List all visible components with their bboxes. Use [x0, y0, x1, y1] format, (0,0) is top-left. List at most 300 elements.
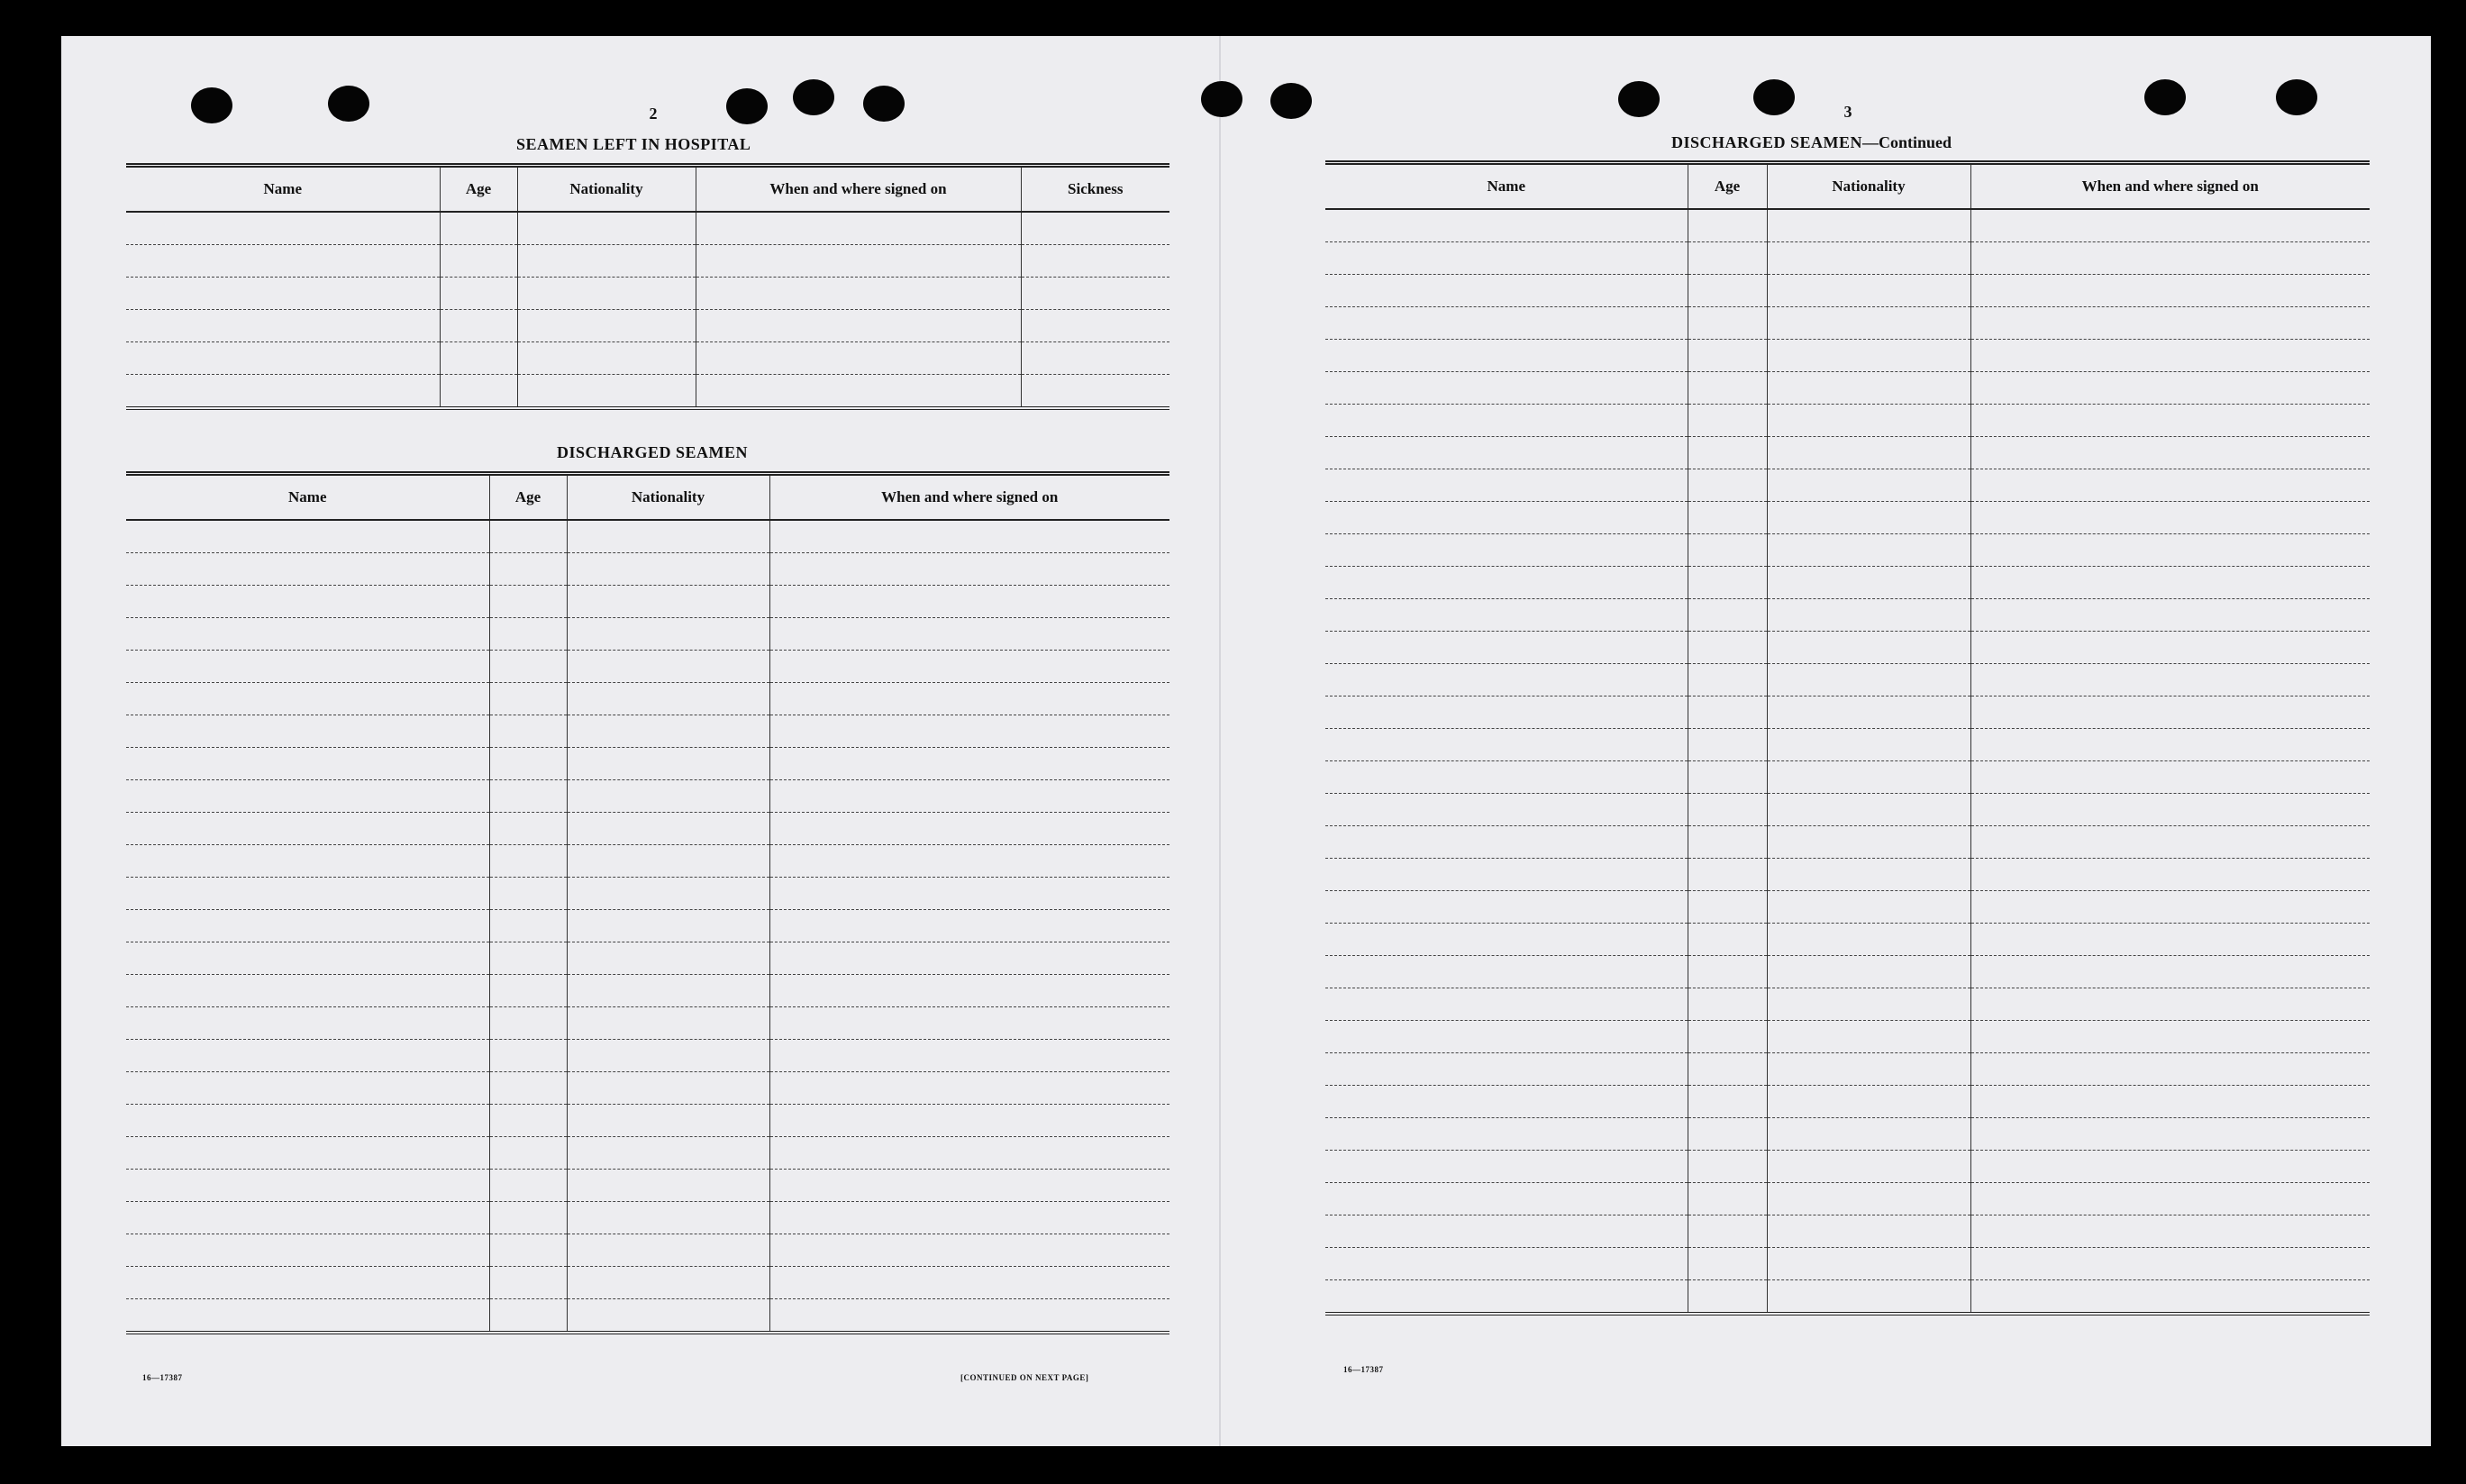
table-cell[interactable]	[440, 342, 517, 375]
discharged-continued-table	[1325, 160, 2370, 1316]
table-cell[interactable]	[769, 813, 1169, 845]
table-cell[interactable]	[1970, 340, 2370, 372]
table-cell[interactable]	[489, 780, 567, 813]
table-cell[interactable]	[126, 910, 489, 942]
table-cell[interactable]	[1767, 372, 1970, 405]
table-cell[interactable]	[1688, 859, 1767, 891]
table-cell[interactable]	[1325, 469, 1688, 502]
table-cell[interactable]	[440, 212, 517, 245]
table-cell[interactable]	[1970, 924, 2370, 956]
table-cell[interactable]	[1970, 1021, 2370, 1053]
table-cell[interactable]	[489, 1267, 567, 1299]
table-cell[interactable]	[489, 975, 567, 1007]
table-cell[interactable]	[1970, 956, 2370, 988]
table-cell[interactable]	[1325, 1248, 1688, 1280]
table-cell[interactable]	[1970, 209, 2370, 242]
table-cell[interactable]	[517, 342, 696, 375]
table-cell[interactable]	[567, 1007, 769, 1040]
table-cell[interactable]	[1688, 794, 1767, 826]
table-cell[interactable]	[1325, 761, 1688, 794]
table-cell[interactable]	[1767, 1118, 1970, 1151]
table-cell[interactable]	[1767, 242, 1970, 275]
table-row	[126, 278, 1169, 310]
table-cell[interactable]	[1325, 1021, 1688, 1053]
table-cell[interactable]	[1970, 242, 2370, 275]
punch-hole	[191, 87, 232, 123]
table-cell[interactable]	[769, 1202, 1169, 1234]
table-cell[interactable]	[769, 942, 1169, 975]
table-cell[interactable]	[517, 310, 696, 342]
table-cell[interactable]	[126, 245, 440, 278]
table-cell[interactable]	[567, 813, 769, 845]
table-cell[interactable]	[1688, 664, 1767, 696]
table-cell[interactable]	[1767, 340, 1970, 372]
table-cell[interactable]	[489, 748, 567, 780]
table-cell[interactable]	[1688, 956, 1767, 988]
table-cell[interactable]	[1325, 567, 1688, 599]
table-cell[interactable]	[567, 1040, 769, 1072]
table-cell[interactable]	[1325, 1280, 1688, 1315]
form-number-left: 16—17387	[142, 1373, 183, 1382]
table-cell[interactable]	[1021, 212, 1169, 245]
table-cell[interactable]	[769, 586, 1169, 618]
table-cell[interactable]	[1970, 567, 2370, 599]
table-cell[interactable]	[1325, 405, 1688, 437]
table-cell[interactable]	[1325, 599, 1688, 632]
table-cell[interactable]	[1325, 924, 1688, 956]
table-cell[interactable]	[769, 683, 1169, 715]
table-cell[interactable]	[126, 1267, 489, 1299]
table-cell[interactable]	[1767, 891, 1970, 924]
table-cell[interactable]	[489, 1202, 567, 1234]
table-cell[interactable]	[567, 748, 769, 780]
table-cell[interactable]	[1688, 761, 1767, 794]
table-cell[interactable]	[1325, 696, 1688, 729]
table-cell[interactable]	[1970, 1280, 2370, 1315]
table-cell[interactable]	[1970, 502, 2370, 534]
table-cell[interactable]	[1767, 1248, 1970, 1280]
table-cell[interactable]	[1688, 632, 1767, 664]
table-cell[interactable]	[1325, 534, 1688, 567]
table-cell[interactable]	[1970, 1248, 2370, 1280]
table-cell[interactable]	[489, 520, 567, 553]
table-cell[interactable]	[1688, 209, 1767, 242]
table-cell[interactable]	[769, 780, 1169, 813]
table-cell[interactable]	[126, 278, 440, 310]
table-cell[interactable]	[517, 245, 696, 278]
table-cell[interactable]	[1688, 1053, 1767, 1086]
table-cell[interactable]	[696, 310, 1021, 342]
table-cell[interactable]	[567, 1170, 769, 1202]
table-cell[interactable]	[1688, 729, 1767, 761]
table-cell[interactable]	[1688, 242, 1767, 275]
table-cell[interactable]	[1970, 307, 2370, 340]
table-row	[1325, 664, 2370, 696]
table-cell[interactable]	[517, 278, 696, 310]
table-cell[interactable]	[1767, 924, 1970, 956]
table-cell[interactable]	[567, 715, 769, 748]
table-cell[interactable]	[1688, 599, 1767, 632]
table-cell[interactable]	[126, 813, 489, 845]
table-cell[interactable]	[1325, 1151, 1688, 1183]
table-cell[interactable]	[1767, 1280, 1970, 1315]
table-cell[interactable]	[567, 1072, 769, 1105]
table-cell[interactable]	[1688, 1280, 1767, 1315]
table-cell[interactable]	[1767, 729, 1970, 761]
table-cell[interactable]	[126, 942, 489, 975]
table-cell[interactable]	[567, 878, 769, 910]
table-row	[126, 1234, 1169, 1267]
table-cell[interactable]	[489, 618, 567, 651]
table-cell[interactable]	[769, 878, 1169, 910]
table-cell[interactable]	[769, 618, 1169, 651]
table-cell[interactable]	[126, 310, 440, 342]
table-cell[interactable]	[489, 878, 567, 910]
table-cell[interactable]	[126, 683, 489, 715]
table-cell[interactable]	[126, 1234, 489, 1267]
table-row	[1325, 372, 2370, 405]
table-cell[interactable]	[1970, 859, 2370, 891]
table-cell[interactable]	[1970, 696, 2370, 729]
table-cell[interactable]	[769, 845, 1169, 878]
table-cell[interactable]	[567, 1234, 769, 1267]
table-cell[interactable]	[567, 910, 769, 942]
table-row	[126, 310, 1169, 342]
table-cell[interactable]	[126, 618, 489, 651]
table-cell[interactable]	[126, 715, 489, 748]
table-cell[interactable]	[567, 553, 769, 586]
table-row	[126, 813, 1169, 845]
table-cell[interactable]	[1970, 599, 2370, 632]
table-cell[interactable]	[126, 1202, 489, 1234]
table-cell[interactable]	[1970, 632, 2370, 664]
table-cell[interactable]	[1767, 1086, 1970, 1118]
table-cell[interactable]	[126, 586, 489, 618]
table-row	[1325, 729, 2370, 761]
table-cell[interactable]	[1325, 307, 1688, 340]
table-cell[interactable]	[489, 1234, 567, 1267]
table-row	[126, 845, 1169, 878]
table-cell[interactable]	[1970, 1215, 2370, 1248]
table-cell[interactable]	[126, 1170, 489, 1202]
table-cell[interactable]	[440, 245, 517, 278]
table-cell[interactable]	[126, 342, 440, 375]
table-row	[1325, 794, 2370, 826]
table-cell[interactable]	[1767, 599, 1970, 632]
table-cell[interactable]	[1970, 1086, 2370, 1118]
table-row	[126, 586, 1169, 618]
table-cell[interactable]	[769, 748, 1169, 780]
table-cell[interactable]	[1970, 761, 2370, 794]
table-cell[interactable]	[1970, 1183, 2370, 1215]
table-cell[interactable]	[769, 1234, 1169, 1267]
table-cell[interactable]	[1688, 1248, 1767, 1280]
table-cell[interactable]	[517, 375, 696, 409]
table-cell[interactable]	[567, 975, 769, 1007]
table-cell[interactable]	[1767, 696, 1970, 729]
table-row	[126, 618, 1169, 651]
table-cell[interactable]	[126, 520, 489, 553]
table-cell[interactable]	[1767, 761, 1970, 794]
table-cell[interactable]	[1970, 826, 2370, 859]
table-cell[interactable]	[1325, 372, 1688, 405]
table-cell[interactable]	[1688, 1118, 1767, 1151]
table-cell[interactable]	[489, 942, 567, 975]
table-cell[interactable]	[769, 1267, 1169, 1299]
table-cell[interactable]	[696, 278, 1021, 310]
table-cell[interactable]	[1325, 1118, 1688, 1151]
table-cell[interactable]	[567, 1202, 769, 1234]
table-cell[interactable]	[567, 520, 769, 553]
table-cell[interactable]	[769, 1299, 1169, 1334]
table-cell[interactable]	[567, 942, 769, 975]
table-row	[126, 1137, 1169, 1170]
table-cell[interactable]	[126, 1040, 489, 1072]
table-cell[interactable]	[1767, 502, 1970, 534]
table-cell[interactable]	[1325, 340, 1688, 372]
table-cell[interactable]	[1021, 310, 1169, 342]
table-cell[interactable]	[1688, 1151, 1767, 1183]
table-cell[interactable]	[126, 780, 489, 813]
table-cell[interactable]	[769, 975, 1169, 1007]
continued-note: [CONTINUED ON NEXT PAGE]	[960, 1373, 1089, 1382]
table-cell[interactable]	[769, 1137, 1169, 1170]
table-cell[interactable]	[1021, 278, 1169, 310]
table-cell[interactable]	[1767, 405, 1970, 437]
table-cell[interactable]	[567, 618, 769, 651]
punch-hole	[1753, 79, 1795, 115]
table-cell[interactable]	[489, 683, 567, 715]
table-cell[interactable]	[1970, 891, 2370, 924]
table-cell[interactable]	[126, 975, 489, 1007]
table-cell[interactable]	[567, 1267, 769, 1299]
table-cell[interactable]	[1325, 794, 1688, 826]
table-cell[interactable]	[1325, 632, 1688, 664]
table-cell[interactable]	[1970, 534, 2370, 567]
table-cell[interactable]	[489, 1299, 567, 1334]
table-cell[interactable]	[1688, 1021, 1767, 1053]
table-cell[interactable]	[1688, 924, 1767, 956]
column-header-age: Age	[489, 474, 567, 521]
table-cell[interactable]	[1325, 956, 1688, 988]
table-cell[interactable]	[1767, 956, 1970, 988]
table-row	[1325, 1053, 2370, 1086]
table-cell[interactable]	[1688, 534, 1767, 567]
table-row	[126, 910, 1169, 942]
table-cell[interactable]	[769, 715, 1169, 748]
table-cell[interactable]	[489, 553, 567, 586]
table-cell[interactable]	[1688, 502, 1767, 534]
table-cell[interactable]	[1688, 469, 1767, 502]
table-cell[interactable]	[1767, 1215, 1970, 1248]
table-cell[interactable]	[489, 910, 567, 942]
table-cell[interactable]	[1325, 502, 1688, 534]
table-cell[interactable]	[567, 1299, 769, 1334]
table-cell[interactable]	[1325, 729, 1688, 761]
table-cell[interactable]	[1767, 275, 1970, 307]
table-cell[interactable]	[440, 310, 517, 342]
table-cell[interactable]	[489, 1072, 567, 1105]
table-cell[interactable]	[1970, 664, 2370, 696]
table-cell[interactable]	[1688, 307, 1767, 340]
column-header-when-and-where-signed-on: When and where signed on	[696, 166, 1021, 213]
table-cell[interactable]	[769, 1040, 1169, 1072]
table-cell[interactable]	[126, 553, 489, 586]
table-cell[interactable]	[1767, 988, 1970, 1021]
table-cell[interactable]	[1688, 1086, 1767, 1118]
table-cell[interactable]	[1767, 1183, 1970, 1215]
table-cell[interactable]	[1325, 437, 1688, 469]
table-cell[interactable]	[567, 780, 769, 813]
table-cell[interactable]	[1688, 1215, 1767, 1248]
table-cell[interactable]	[1325, 1183, 1688, 1215]
table-cell[interactable]	[1767, 859, 1970, 891]
table-cell[interactable]	[1325, 859, 1688, 891]
table-cell[interactable]	[126, 375, 440, 409]
table-cell[interactable]	[1970, 405, 2370, 437]
table-cell[interactable]	[567, 651, 769, 683]
table-cell[interactable]	[1688, 696, 1767, 729]
table-cell[interactable]	[489, 1137, 567, 1170]
table-cell[interactable]	[567, 586, 769, 618]
table-cell[interactable]	[769, 1072, 1169, 1105]
table-cell[interactable]	[1767, 1021, 1970, 1053]
table-cell[interactable]	[1970, 794, 2370, 826]
table-cell[interactable]	[696, 375, 1021, 409]
table-cell[interactable]	[1688, 275, 1767, 307]
table-cell[interactable]	[1688, 988, 1767, 1021]
table-cell[interactable]	[1767, 1053, 1970, 1086]
table-cell[interactable]	[769, 1170, 1169, 1202]
table-cell[interactable]	[1767, 534, 1970, 567]
table-cell[interactable]	[489, 586, 567, 618]
page-fold	[1219, 36, 1221, 1446]
table-cell[interactable]	[489, 1105, 567, 1137]
table-cell[interactable]	[1688, 372, 1767, 405]
punch-hole	[1201, 81, 1242, 117]
table-cell[interactable]	[769, 1007, 1169, 1040]
column-header-nationality: Nationality	[517, 166, 696, 213]
table-cell[interactable]	[126, 1137, 489, 1170]
table-row	[1325, 924, 2370, 956]
table-cell[interactable]	[1767, 307, 1970, 340]
table-cell[interactable]	[126, 1007, 489, 1040]
table-cell[interactable]	[126, 212, 440, 245]
table-cell[interactable]	[1767, 664, 1970, 696]
table-cell[interactable]	[1325, 664, 1688, 696]
table-cell[interactable]	[1970, 729, 2370, 761]
table-row	[1325, 891, 2370, 924]
table-cell[interactable]	[489, 1040, 567, 1072]
table-cell[interactable]	[126, 1105, 489, 1137]
table-cell[interactable]	[489, 845, 567, 878]
table-cell[interactable]	[567, 1105, 769, 1137]
table-cell[interactable]	[440, 375, 517, 409]
table-cell[interactable]	[696, 245, 1021, 278]
table-cell[interactable]	[696, 212, 1021, 245]
punch-hole	[1270, 83, 1312, 119]
table-cell[interactable]	[1970, 1118, 2370, 1151]
table-cell[interactable]	[1970, 988, 2370, 1021]
table-cell[interactable]	[1767, 632, 1970, 664]
table-cell[interactable]	[1021, 342, 1169, 375]
table-cell[interactable]	[1767, 469, 1970, 502]
table-cell[interactable]	[769, 1105, 1169, 1137]
table-cell[interactable]	[489, 1170, 567, 1202]
table-cell[interactable]	[1325, 988, 1688, 1021]
table-row	[1325, 988, 2370, 1021]
table-cell[interactable]	[440, 278, 517, 310]
column-header-name: Name	[1325, 163, 1688, 210]
table-cell[interactable]	[1688, 437, 1767, 469]
table-cell[interactable]	[1767, 437, 1970, 469]
table-cell[interactable]	[1970, 372, 2370, 405]
table-cell[interactable]	[1970, 1151, 2370, 1183]
table-cell[interactable]	[1325, 1086, 1688, 1118]
table-cell[interactable]	[126, 845, 489, 878]
table-cell[interactable]	[567, 1137, 769, 1170]
table-cell[interactable]	[1688, 567, 1767, 599]
table-cell[interactable]	[1970, 1053, 2370, 1086]
table-cell[interactable]	[1325, 1215, 1688, 1248]
table-cell[interactable]	[126, 651, 489, 683]
table-cell[interactable]	[1970, 469, 2370, 502]
table-cell[interactable]	[769, 910, 1169, 942]
table-cell[interactable]	[1688, 340, 1767, 372]
table-cell[interactable]	[1688, 1183, 1767, 1215]
table-cell[interactable]	[489, 715, 567, 748]
table-cell[interactable]	[1325, 891, 1688, 924]
table-cell[interactable]	[1688, 826, 1767, 859]
table-cell[interactable]	[126, 1072, 489, 1105]
column-header-nationality: Nationality	[567, 474, 769, 521]
table-cell[interactable]	[1325, 242, 1688, 275]
table-cell[interactable]	[1767, 567, 1970, 599]
table-row	[126, 715, 1169, 748]
table-cell[interactable]	[1688, 891, 1767, 924]
table-cell[interactable]	[1767, 826, 1970, 859]
table-row	[126, 1202, 1169, 1234]
table-cell[interactable]	[1970, 437, 2370, 469]
table-cell[interactable]	[769, 651, 1169, 683]
table-cell[interactable]	[1325, 826, 1688, 859]
table-cell[interactable]	[1688, 405, 1767, 437]
table-cell[interactable]	[1021, 245, 1169, 278]
discharged-continued-title	[1671, 133, 1952, 152]
table-cell[interactable]	[567, 683, 769, 715]
table-cell[interactable]	[517, 212, 696, 245]
table-cell[interactable]	[696, 342, 1021, 375]
table-cell[interactable]	[1325, 209, 1688, 242]
table-cell[interactable]	[1325, 275, 1688, 307]
table-cell[interactable]	[489, 813, 567, 845]
table-cell[interactable]	[769, 553, 1169, 586]
table-cell[interactable]	[1970, 275, 2370, 307]
table-cell[interactable]	[126, 1299, 489, 1334]
table-cell[interactable]	[1767, 794, 1970, 826]
table-cell[interactable]	[1325, 1053, 1688, 1086]
table-cell[interactable]	[1767, 1151, 1970, 1183]
table-cell[interactable]	[489, 651, 567, 683]
table-cell[interactable]	[126, 748, 489, 780]
table-cell[interactable]	[769, 520, 1169, 553]
table-cell[interactable]	[567, 845, 769, 878]
table-cell[interactable]	[1767, 209, 1970, 242]
table-row	[1325, 242, 2370, 275]
table-cell[interactable]	[489, 1007, 567, 1040]
table-cell[interactable]	[126, 878, 489, 910]
table-cell[interactable]	[1021, 375, 1169, 409]
